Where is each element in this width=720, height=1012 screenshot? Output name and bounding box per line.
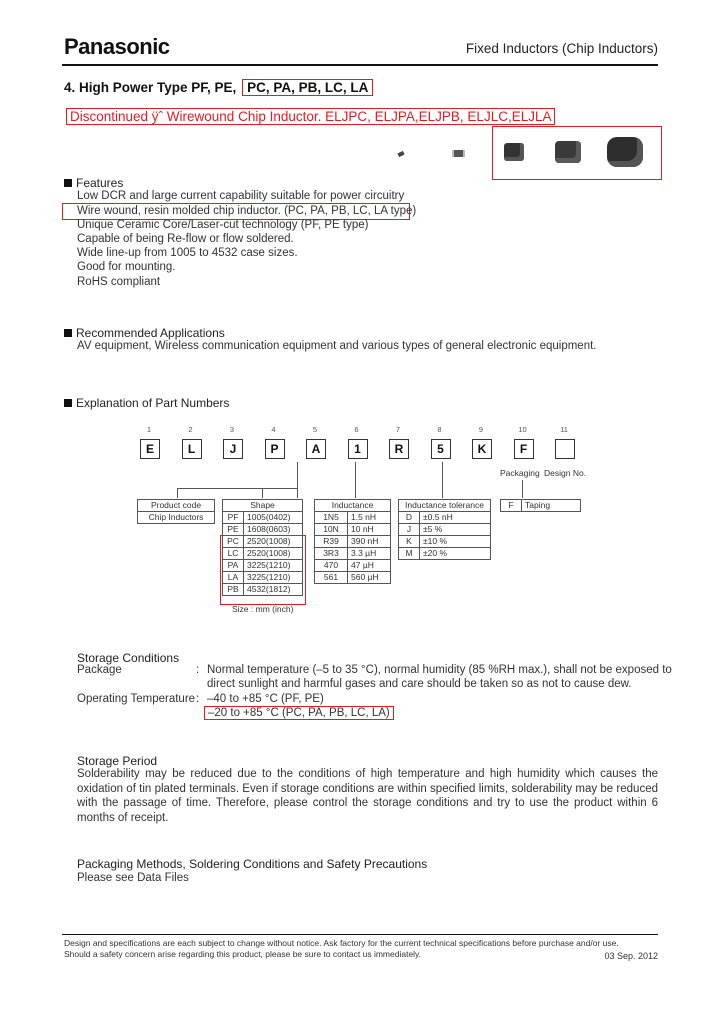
table-cell: J <box>399 524 420 536</box>
table-header: Product code <box>138 500 215 512</box>
part-number-digit: K <box>472 439 492 459</box>
footer-rule <box>62 934 658 935</box>
chip-image-pe <box>452 150 465 157</box>
part-number-index: 7 <box>395 425 401 434</box>
header-rule <box>62 64 658 66</box>
table-cell: PB <box>223 584 244 596</box>
table-cell: 3.3 µH <box>348 548 391 560</box>
table-cell: 2520(1008) <box>244 536 303 548</box>
feature-item: Wide line-up from 1005 to 4532 case sizes. <box>77 247 298 259</box>
table-cell: PA <box>223 560 244 572</box>
table-cell: ±10 % <box>420 536 491 548</box>
part-number-index: 3 <box>229 425 235 434</box>
package-text-line2: direct sunlight and harmful gases and care should be taken so as not to cause dew. <box>207 678 632 690</box>
section-title <box>64 80 373 95</box>
part-number-digit: F <box>514 439 534 459</box>
feature-item: Unique Ceramic Core/Laser-cut technology (PF, PE type) <box>77 219 369 231</box>
table-cell: PC <box>223 536 244 548</box>
storage-period-heading: Storage Period <box>77 754 158 768</box>
table-row <box>315 536 391 548</box>
part-number-digit: L <box>182 439 202 459</box>
table-row <box>223 512 303 524</box>
brand-logo: Panasonic <box>64 34 170 59</box>
table-cell: 3225(1210) <box>244 572 303 584</box>
table-cell: 4532(1812) <box>244 584 303 596</box>
table-row <box>399 512 491 524</box>
table-row <box>315 572 391 584</box>
table-cell: LA <box>223 572 244 584</box>
table-cell: 2520(1008) <box>244 548 303 560</box>
table-row <box>315 560 391 572</box>
table-header: Inductance tolerance <box>399 500 491 512</box>
op-temp-label: Operating Temperature <box>77 693 196 705</box>
part-number-digit: 1 <box>348 439 368 459</box>
connector-line <box>355 462 356 498</box>
table-cell: 10 nH <box>348 524 391 536</box>
connector-line <box>522 480 523 498</box>
shape-highlight-box <box>220 535 306 605</box>
table-cell: 47 µH <box>348 560 391 572</box>
feature-item: Wire wound, resin molded chip inductor. (PC, PA, PB, LC, LA type) <box>77 205 417 217</box>
connector-line <box>177 488 298 489</box>
inductance-table <box>314 499 391 584</box>
chip-image-pc <box>504 143 524 161</box>
packaging-methods-heading: Packaging Methods, Soldering Conditions and Safety Precautions <box>77 857 428 871</box>
square-bullet-icon <box>64 179 72 187</box>
part-number-index: 11 <box>560 425 568 434</box>
document-type: Fixed Inductors (Chip Inductors) <box>465 41 658 56</box>
feature-item: RoHS compliant <box>77 276 161 288</box>
table-cell: 1N5 <box>315 512 348 524</box>
part-number-index: 2 <box>188 425 193 434</box>
table-cell: LC <box>223 548 244 560</box>
table-row <box>501 500 581 512</box>
section-title-prefix: 4. High Power Type PF, PE, <box>64 80 237 95</box>
colon: : <box>196 693 200 705</box>
table-cell: 3225(1210) <box>244 560 303 572</box>
packaging-methods-text: Please see Data Files <box>77 872 189 884</box>
package-text-line1: Normal temperature (–5 to 35 °C), normal humidity (85 %RH max.), shall not be exposed to <box>207 664 672 676</box>
design-no-label: Design No. <box>544 468 587 478</box>
features-heading-label: Features <box>76 176 124 190</box>
chip-image-pf <box>397 151 404 157</box>
table-cell: Chip Inductors <box>138 512 215 524</box>
table-cell: D <box>399 512 420 524</box>
op-temp-line2: –20 to +85 °C (PC, PA, PB, LC, LA) <box>204 706 394 720</box>
table-row <box>399 524 491 536</box>
table-cell: 1608(0603) <box>244 524 303 536</box>
table-row <box>399 548 491 560</box>
footer-date: 03 Sep. 2012 <box>604 951 658 961</box>
table-header: Inductance <box>315 500 391 512</box>
table-cell: F <box>501 500 522 512</box>
part-number-digit: A <box>306 439 326 459</box>
wirewound-images-box <box>492 126 662 180</box>
part-number-digit: J <box>223 439 243 459</box>
tolerance-table <box>398 499 491 560</box>
size-note: Size : mm (inch) <box>232 604 294 614</box>
table-row <box>399 536 491 548</box>
colon: : <box>196 664 200 676</box>
applications-heading-label: Recommended Applications <box>76 326 225 340</box>
table-cell: 561 <box>315 572 348 584</box>
packaging-label: Packaging <box>500 468 540 478</box>
square-bullet-icon <box>64 399 72 407</box>
table-cell: 10N <box>315 524 348 536</box>
part-number-index: 8 <box>437 425 442 434</box>
connector-line <box>177 488 178 498</box>
part-number-digit: P <box>265 439 285 459</box>
connector-line <box>297 462 298 498</box>
table-cell: Taping <box>522 500 581 512</box>
table-cell: 470 <box>315 560 348 572</box>
table-cell: PF <box>223 512 244 524</box>
connector-line <box>442 462 443 498</box>
connector-line <box>262 488 263 498</box>
footer-disclaimer-1: Design and specifications are each subject to change without notice. Ask factory for the current technical specifications before purchase and/or use. <box>64 938 619 948</box>
table-cell: 1.5 nH <box>348 512 391 524</box>
table-cell: R39 <box>315 536 348 548</box>
table-header: Shape <box>223 500 303 512</box>
part-number-index: 1 <box>146 425 152 434</box>
table-row <box>223 524 303 536</box>
table-cell: 1005(0402) <box>244 512 303 524</box>
table-cell: K <box>399 536 420 548</box>
table-cell: ±5 % <box>420 524 491 536</box>
section-title-highlight: PC, PA, PB, LC, LA <box>242 79 373 96</box>
square-bullet-icon <box>64 329 72 337</box>
applications-heading <box>64 326 225 340</box>
storage-conditions-heading: Storage Conditions <box>77 651 180 665</box>
part-number-digit: R <box>389 439 409 459</box>
table-cell: 560 µH <box>348 572 391 584</box>
part-numbers-heading <box>64 396 229 410</box>
packaging-table <box>500 499 581 512</box>
feature-item: Capable of being Re-flow or flow soldered. <box>77 233 294 245</box>
product-code-table <box>137 499 215 524</box>
storage-period-text: Solderability may be reduced due to the conditions of high temperature and high humidity which causes the oxidation of tin plated terminals. Even if storage conditions are within specified limits, solderability may be reduced with the passage of time. Therefore, please control the storage conditions and try to use the product within 6 months of receipt. <box>77 768 658 824</box>
part-number-index: 4 <box>271 425 276 434</box>
feature-item: Low DCR and large current capability suitable for power circuitry <box>77 190 405 202</box>
footer-disclaimer-2: Should a safety concern arise regarding this product, please be sure to contact us immediately. <box>64 949 422 959</box>
chip-image-pb <box>607 137 643 167</box>
package-label: Package <box>77 664 122 676</box>
part-numbers-heading-label: Explanation of Part Numbers <box>76 396 230 410</box>
chip-image-pa <box>555 141 581 163</box>
table-cell: 390 nH <box>348 536 391 548</box>
feature-item: Good for mounting. <box>77 261 176 273</box>
table-row <box>315 512 391 524</box>
part-number-digit: 5 <box>431 439 451 459</box>
discontinued-notice: Discontinued ÿˆ Wirewound Chip Inductor. ELJPC, ELJPA,ELJPB, ELJLC,ELJLA <box>66 108 555 125</box>
applications-text: AV equipment, Wireless communication equipment and various types of general electronic equipment. <box>77 340 597 352</box>
op-temp-line1: –40 to +85 °C (PF, PE) <box>207 693 324 705</box>
part-number-index: 9 <box>478 425 484 434</box>
features-heading <box>64 176 123 190</box>
part-number-index: 5 <box>312 425 318 434</box>
part-number-index: 6 <box>354 425 359 434</box>
table-row <box>315 524 391 536</box>
table-cell: M <box>399 548 420 560</box>
table-cell: PE <box>223 524 244 536</box>
table-cell: 3R3 <box>315 548 348 560</box>
table-cell: ±0.5 nH <box>420 512 491 524</box>
table-row <box>315 548 391 560</box>
part-number-digit: E <box>140 439 160 459</box>
part-number-digit <box>555 439 575 459</box>
part-number-index: 10 <box>518 425 527 434</box>
table-cell: ±20 % <box>420 548 491 560</box>
